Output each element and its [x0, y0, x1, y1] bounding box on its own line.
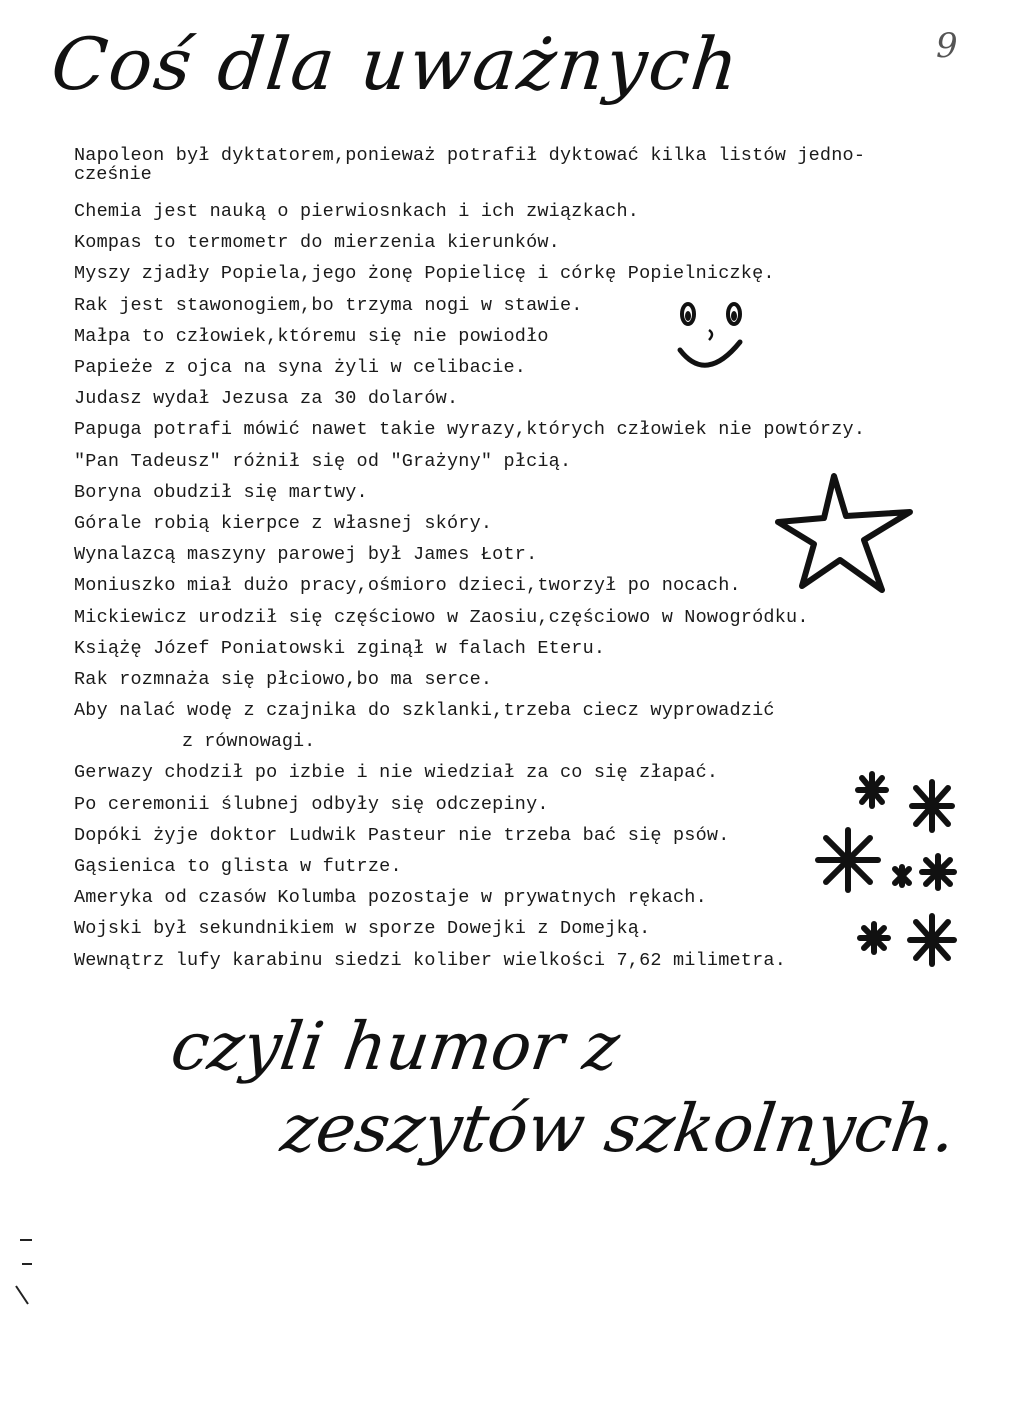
- list-item: Papuga potrafi mówić nawet takie wyrazy,których człowiek nie powtórzy.: [74, 419, 866, 441]
- list-item: Małpa to człowiek,któremu się nie powiodło: [74, 325, 549, 347]
- list-item: Kompas to termometr do mierzenia kierunków.: [74, 232, 560, 254]
- list-item: Ameryka od czasów Kolumba pozostaje w prywatnych rękach.: [74, 887, 707, 909]
- list-item: Wewnątrz lufy karabinu siedzi koliber wielkości 7,62 milimetra.: [74, 949, 787, 971]
- list-item: Chemia jest nauką o pierwiosnkach i ich związkach.: [74, 201, 640, 222]
- asterisks-cluster-icon: [810, 768, 970, 978]
- list-item: Po ceremonii ślubnej odbyły się odczepiny.: [74, 793, 549, 815]
- list-item: Rak rozmnaża się płciowo,bo ma serce.: [74, 669, 493, 691]
- smiley-face-icon: [676, 290, 766, 386]
- list-item: Boryna obudził się martwy.: [74, 481, 368, 503]
- subtitle-line-1: czyli humor z: [166, 1008, 625, 1085]
- list-item: Moniuszko miał dużo pracy,ośmioro dzieci,tworzył po nocach.: [74, 575, 741, 597]
- page-number: 9: [936, 26, 958, 66]
- page-title: Coś dla uważnych: [47, 22, 745, 106]
- list-item-continuation: z równowagi.: [182, 731, 316, 753]
- list-item: Książę Józef Poniatowski zginął w falach Eteru.: [74, 637, 606, 659]
- list-item: Papieże z ojca na syna żyli w celibacie.: [74, 357, 527, 379]
- list-item: Dopóki żyje doktor Ludwik Pasteur nie trzeba bać się psów.: [74, 824, 730, 846]
- star-icon: [774, 468, 918, 596]
- list-item: "Pan Tadeusz" różnił się od "Grażyny" płcią.: [74, 450, 572, 472]
- list-item: Wojski był sekundnikiem w sporze Dowejki z Domejką.: [74, 918, 651, 940]
- list-item-continuation: cześnie: [74, 164, 152, 185]
- margin-marks: [6, 1230, 46, 1320]
- subtitle-line-2: zeszytów szkolnych.: [276, 1090, 961, 1167]
- list-item: Aby nalać wodę z czajnika do szklanki,trzeba ciecz wyprowadzić: [74, 700, 775, 722]
- list-item: Rak jest stawonogiem,bo trzyma nogi w stawie.: [74, 294, 583, 316]
- list-item: Górale robią kierpce z własnej skóry.: [74, 513, 493, 535]
- list-item: Mickiewicz urodził się częściowo w Zaosiu,częściowo w Nowogródku.: [74, 606, 809, 628]
- list-item: Napoleon był dyktatorem,ponieważ potrafił dyktować kilka listów jedno-: [74, 145, 866, 166]
- list-item: Gąsienica to glista w futrze.: [74, 856, 402, 878]
- list-item: Judasz wydał Jezusa za 30 dolarów.: [74, 388, 459, 410]
- list-item: Wynalazcą maszyny parowej był James Łotr.: [74, 544, 538, 566]
- list-item: Gerwazy chodził po izbie i nie wiedział za co się złapać.: [74, 762, 719, 784]
- list-item: Myszy zjadły Popiela,jego żonę Popielicę i córkę Popielniczkę.: [74, 263, 775, 285]
